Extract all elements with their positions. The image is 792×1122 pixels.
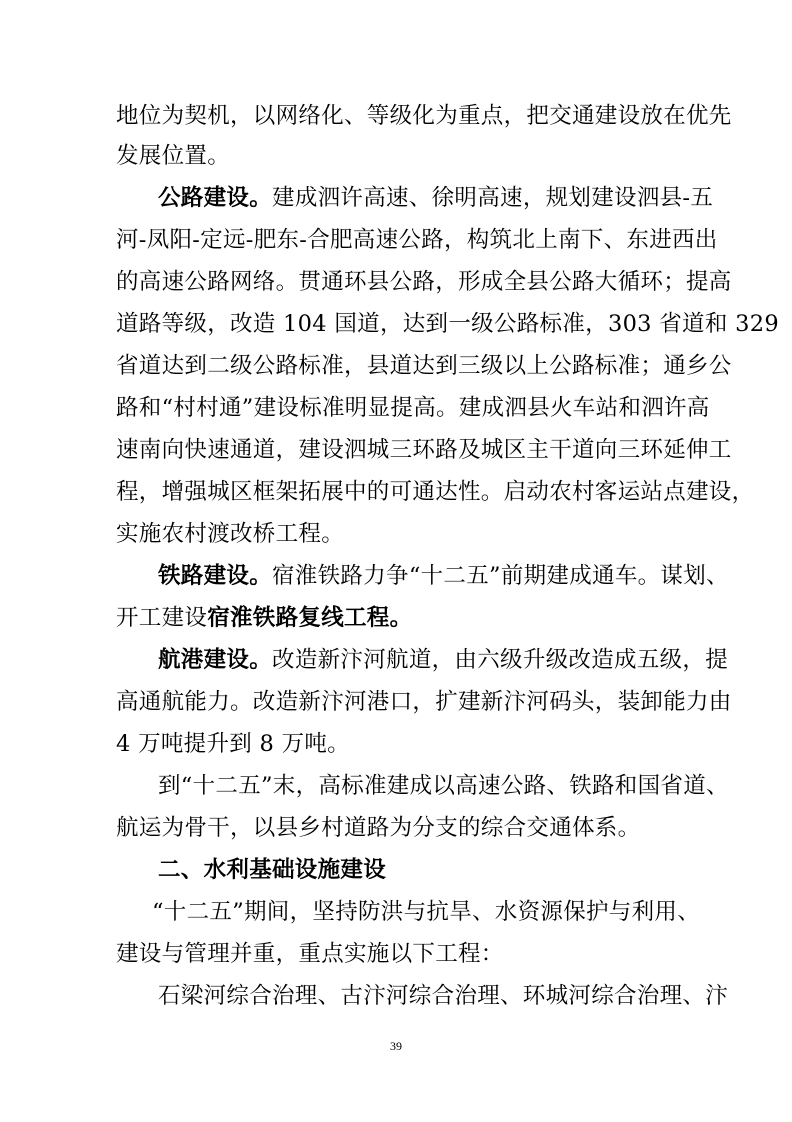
text-line: 高通航能力。改造新汴河港口，扩建新汴河码头，装卸能力由 xyxy=(116,689,732,715)
paragraph-first-line: “十二五”期间，坚持防洪与抗旱、水资源保护与利用、 xyxy=(152,899,701,925)
text-line: 河-凤阳-定远-肥东-合肥高速公路，构筑北上南下、东进西出 xyxy=(116,227,718,253)
section-heading: 二、水利基础设施建设 xyxy=(158,857,387,883)
text-line: 地位为契机，以网络化、等级化为重点，把交通建设放在优先 xyxy=(116,103,732,129)
text-line: 4 万吨提升到 8 万吨。 xyxy=(116,731,350,757)
emphasis-text: 宿淮铁路复线工程。 xyxy=(207,605,413,631)
text-line: 速南向快速通道，建设泗城三环路及城区主干道向三环延伸工 xyxy=(116,437,732,463)
paragraph-heading: 航港建设。 xyxy=(158,647,273,673)
text-run: 开工建设 xyxy=(116,605,208,631)
paragraph-first-line xyxy=(158,178,714,218)
text-line: 建设与管理并重，重点实施以下工程： xyxy=(116,941,504,967)
text-line: 的高速公路网络。贯通环县公路，形成全县公路大循环；提高 xyxy=(116,269,732,295)
text-line: 路和“村村通”建设标准明显提高。建成泗县火车站和泗许高 xyxy=(116,395,710,421)
paragraph-heading: 铁路建设。 xyxy=(158,563,273,589)
text-line: 程，增强城区框架拓展中的可通达性。启动农村客运站点建设， xyxy=(116,479,755,505)
text-run: 宿淮铁路力争“十二五”前期建成通车。谋划、 xyxy=(272,563,729,589)
paragraph-heading: 公路建设。 xyxy=(158,185,273,211)
paragraph-first-line xyxy=(158,640,729,680)
paragraph-first-line: 石梁河综合治理、古汴河综合治理、环城河综合治理、汴 xyxy=(158,983,729,1009)
text-line: 发展位置。 xyxy=(116,143,231,169)
text-run: 改造新汴河航道，由六级升级改造成五级，提 xyxy=(272,647,729,673)
text-run: 建成泗许高速、徐明高速，规划建设泗县-五 xyxy=(272,185,714,211)
paragraph-first-line: 到“十二五”末，高标准建成以高速公路、铁路和国省道、 xyxy=(158,773,729,799)
text-line: 实施农村渡改桥工程。 xyxy=(116,521,345,547)
text-line: 航运为骨干，以县乡村道路为分支的综合交通体系。 xyxy=(116,815,641,841)
page-number: 39 xyxy=(390,1039,402,1053)
paragraph-first-line xyxy=(158,556,729,596)
text-line: 省道达到二级公路标准，县道达到三级以上公路标准；通乡公 xyxy=(116,353,732,379)
text-line: 道路等级，改造 104 国道，达到一级公路标准，303 省道和 329 xyxy=(116,311,779,337)
text-line xyxy=(116,598,686,638)
